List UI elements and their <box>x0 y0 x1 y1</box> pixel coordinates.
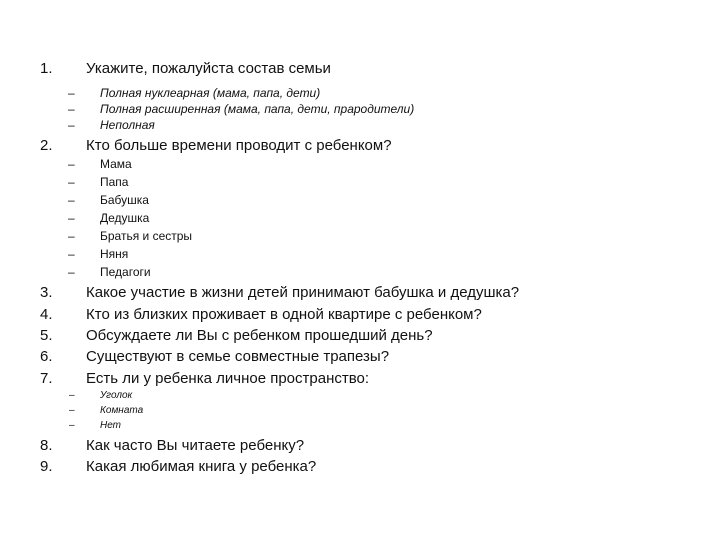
option-text: Дедушка <box>100 211 150 225</box>
question-number: 4. <box>40 306 53 323</box>
option-text: Комната <box>100 405 144 416</box>
option-text: Няня <box>100 247 129 261</box>
option-text: Уголок <box>100 390 133 401</box>
option-text: Полная нуклеарная (мама, папа, дети) <box>100 86 321 100</box>
question-number: 9. <box>40 458 53 475</box>
question-text: Кто из близких проживает в одной квартире с ребенком? <box>86 306 482 323</box>
question-number: 2. <box>40 137 53 154</box>
question-text: Какое участие в жизни детей принимают бабушка и дедушка? <box>86 284 520 301</box>
question-number: 8. <box>40 437 53 454</box>
option-text: Нет <box>100 420 122 431</box>
option-text: Братья и сестры <box>100 229 193 243</box>
question-number: 3. <box>40 284 53 301</box>
list-dash: – <box>68 193 75 207</box>
option-text: Папа <box>100 175 129 189</box>
list-dash: – <box>68 118 75 132</box>
list-dash: – <box>68 229 75 243</box>
question-text: Есть ли у ребенка личное пространство: <box>86 370 370 387</box>
question-text: Кто больше времени проводит с ребенком? <box>86 137 392 154</box>
list-dash: – <box>68 102 75 116</box>
question-text: Какая любимая книга у ребенка? <box>86 458 317 475</box>
question-number: 1. <box>40 60 53 77</box>
question-number: 5. <box>40 327 53 344</box>
question-number: 6. <box>40 348 53 365</box>
option-text: Полная расширенная (мама, папа, дети, прародители) <box>100 102 415 116</box>
question-text: Обсуждаете ли Вы с ребенком прошедший день? <box>86 327 433 344</box>
option-text: Педагоги <box>100 265 151 279</box>
list-dash: – <box>68 157 75 171</box>
list-dash: – <box>69 405 75 416</box>
question-text: Существуют в семье совместные трапезы? <box>86 348 390 365</box>
question-text: Как часто Вы читаете ребенку? <box>86 437 305 454</box>
question-number: 7. <box>40 370 53 387</box>
question-text: Укажите, пожалуйста состав семьи <box>86 60 331 77</box>
list-dash: – <box>68 86 75 100</box>
list-dash: – <box>68 265 75 279</box>
option-text: Бабушка <box>100 193 149 207</box>
list-dash: – <box>69 390 75 401</box>
list-dash: – <box>68 175 75 189</box>
list-dash: – <box>68 211 75 225</box>
list-dash: – <box>69 420 75 431</box>
option-text: Неполная <box>100 118 155 132</box>
option-text: Мама <box>100 157 132 171</box>
list-dash: – <box>68 247 75 261</box>
